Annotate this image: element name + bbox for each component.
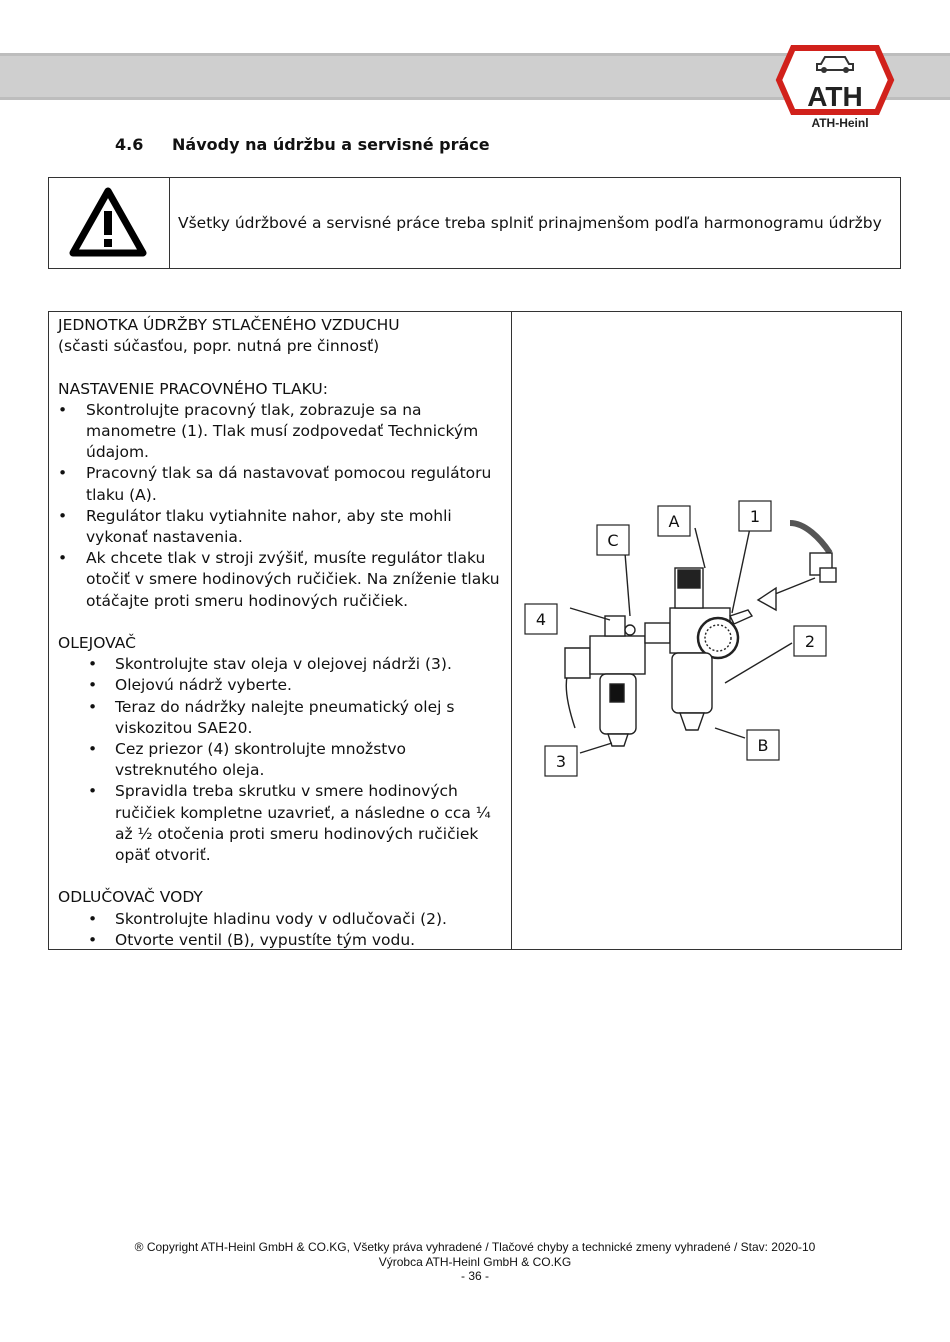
warning-triangle-icon (69, 187, 147, 257)
instructions-content (58, 315, 508, 951)
manufacturer-text: Výrobca ATH-Heinl GmbH & CO.KG (378, 1254, 572, 1269)
pressure-heading: NASTAVENIE PRACOVNÉHO TLAKU: (58, 379, 328, 398)
label-b: B (757, 736, 769, 755)
list-item: • Skontrolujte hladinu vody v odlučovači (2). (58, 909, 508, 930)
ath-logo (775, 44, 895, 116)
unit-note: (sčasti súčasťou, popr. nutná pre činnosť) (58, 337, 380, 356)
oiler-heading: OLEJOVAČ (58, 634, 136, 653)
list-item: • Skontrolujte stav oleja v olejovej nádrži (3). (58, 654, 508, 675)
unit-title: JEDNOTKA ÚDRŽBY STLAČENÉHO VZDUCHU (58, 316, 400, 334)
label-c: C (607, 531, 619, 550)
label-3: 3 (555, 752, 567, 771)
list-item: • Spravidla treba skrutku v smere hodinových ručičiek kompletne uzavrieť, a následne o cca ¼ až ½ otočenia proti smeru hodinových ručičiek opäť otvoriť. (58, 781, 508, 866)
page-number: - 36 - (460, 1269, 489, 1283)
separator-list (58, 909, 508, 951)
oiler-list (58, 654, 508, 866)
section-title: Návody na údržbu a servisné práce (172, 135, 490, 154)
page-footer (0, 1240, 950, 1284)
instructions-cell (49, 312, 512, 949)
section-number: 4.6 (115, 135, 144, 154)
label-4: 4 (535, 610, 547, 629)
list-item: • Otvorte ventil (B), vypustíte tým vodu. (58, 930, 508, 951)
list-item: • Teraz do nádržky nalejte pneumatický olej s viskozitou SAE20. (58, 697, 508, 739)
copyright-text: ® Copyright ATH-Heinl GmbH & CO.KG, Všetky práva vyhradené / Tlačové chyby a technické zmeny vyhradené / Stav: 2020-10 (134, 1240, 816, 1254)
pressure-list (58, 400, 508, 612)
warning-text: Všetky údržbové a servisné práce treba splniť prinajmenšom podľa harmonogramu údržby (178, 214, 882, 232)
list-item: • Skontrolujte pracovný tlak, zobrazuje sa na manometre (1). Tlak musí zodpovedať Technickým údajom. (58, 400, 508, 464)
air-maintenance-unit-figure (520, 498, 850, 788)
list-item: • Ak chcete tlak v stroji zvýšiť, musíte regulátor tlaku otočiť v smere hodinových ručičiek. Na zníženie tlaku otáčajte proti smeru hodinových ručičiek. (58, 548, 508, 612)
list-item: • Olejovú nádrž vyberte. (58, 675, 508, 696)
list-item: • Cez priezor (4) skontrolujte množstvo vstreknutého oleja. (58, 739, 508, 781)
section-heading (115, 135, 490, 154)
list-item: • Regulátor tlaku vytiahnite nahor, aby ste mohli vykonať nastavenia. (58, 506, 508, 548)
logo-letters: ATH (807, 81, 863, 112)
logo-caption: ATH-Heinl (811, 116, 869, 130)
label-1: 1 (749, 507, 761, 526)
separator-heading: ODLUČOVAČ VODY (58, 888, 203, 907)
label-2: 2 (804, 632, 816, 651)
label-a: A (668, 512, 680, 531)
warning-icon-cell (49, 178, 170, 268)
list-item: • Pracovný tlak sa dá nastavovať pomocou regulátoru tlaku (A). (58, 463, 508, 505)
warning-box (48, 177, 901, 269)
